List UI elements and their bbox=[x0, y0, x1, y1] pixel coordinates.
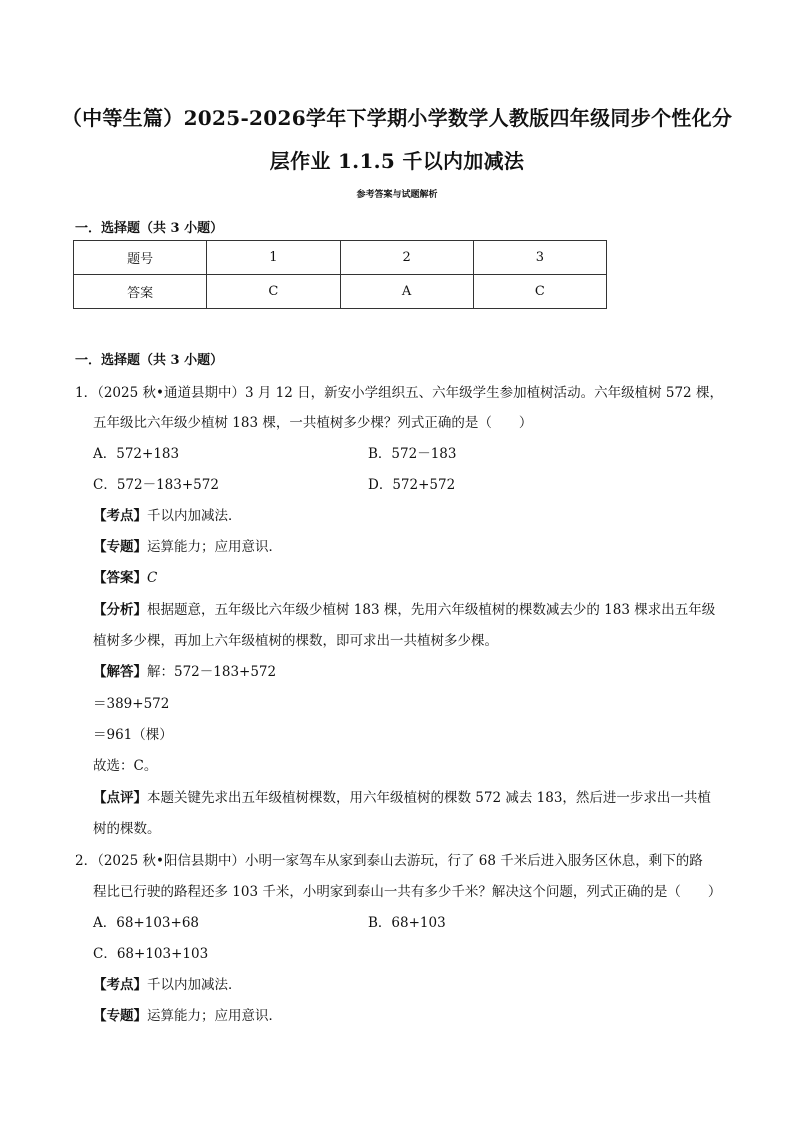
q2-stem-line-2: 程比已行驶的路程还多 103 千米，小明家到泰山一共有多少千米？解决这个问题，列式正确的是（ ） bbox=[93, 884, 722, 900]
document-subtitle: 参考答案与试题解析 bbox=[356, 190, 438, 200]
q1-step-2: ＝961（棵） bbox=[93, 727, 173, 743]
answer-table bbox=[73, 240, 607, 309]
zhuanti-text: 运算能力；应用意识． bbox=[147, 539, 282, 555]
question-number-2: 2 bbox=[340, 241, 473, 275]
answer-3: C bbox=[473, 275, 606, 309]
q2-zhuanti bbox=[93, 1004, 282, 1024]
fenxi-tag: 【分析】 bbox=[93, 602, 147, 618]
q2-kaodian bbox=[93, 973, 242, 993]
q1-fenxi-line-1 bbox=[93, 598, 715, 618]
q1-dianping-line-1 bbox=[93, 786, 711, 806]
q1-option-c: C．572－183+572 bbox=[93, 477, 219, 493]
q1-option-d: D．572+572 bbox=[368, 477, 456, 493]
answer-section-heading: 一．选择题（共 3 小题） bbox=[75, 221, 224, 236]
q1-dianping-line-2: 树的棵数。 bbox=[93, 821, 161, 837]
document-title-line-1: （中等生篇）2025-2026学年下学期小学数学人教版四年级同步个性化分 bbox=[61, 106, 733, 130]
answer-2: A bbox=[340, 275, 473, 309]
question-number-3: 3 bbox=[473, 241, 606, 275]
q1-option-a: A．572+183 bbox=[93, 446, 180, 462]
q1-jieda bbox=[93, 660, 276, 680]
kaodian-tag: 【考点】 bbox=[93, 508, 147, 524]
q1-guxuan: 故选：C。 bbox=[93, 758, 158, 774]
zhuanti-text: 运算能力；应用意识． bbox=[147, 1008, 282, 1024]
detail-section-heading: 一．选择题（共 3 小题） bbox=[75, 353, 224, 368]
q1-zhuanti bbox=[93, 535, 282, 555]
question-number-1: 1 bbox=[207, 241, 340, 275]
q1-stem-line-1: 1．（2025 秋•通道县期中）3 月 12 日，新安小学组织五、六年级学生参加植树活动。六年级植树 572 棵， bbox=[75, 385, 723, 401]
zhuanti-tag: 【专题】 bbox=[93, 539, 147, 555]
q2-option-a: A．68+103+68 bbox=[93, 915, 199, 931]
answer-1: C bbox=[207, 275, 340, 309]
jieda-tag: 【解答】 bbox=[93, 664, 147, 680]
dianping-tag: 【点评】 bbox=[93, 790, 147, 806]
fenxi-text: 根据题意，五年级比六年级少植树 183 棵，先用六年级植树的棵数减去少的 183 棵求出五年级 bbox=[147, 602, 716, 618]
q1-option-b: B．572－183 bbox=[368, 446, 457, 462]
q1-daan bbox=[93, 566, 157, 586]
q2-option-c: C．68+103+103 bbox=[93, 946, 209, 962]
dianping-text: 本题关键先求出五年级植树棵数，用六年级植树的棵数 572 减去 183，然后进一步求出一共植 bbox=[147, 790, 711, 806]
kaodian-tag: 【考点】 bbox=[93, 977, 147, 993]
q1-stem-line-2: 五年级比六年级少植树 183 棵，一共植树多少棵？列式正确的是（ ） bbox=[93, 415, 533, 431]
q2-option-b: B．68+103 bbox=[368, 915, 446, 931]
jieda-text: 解：572－183+572 bbox=[147, 664, 277, 680]
daan-text: C bbox=[147, 570, 158, 586]
zhuanti-tag: 【专题】 bbox=[93, 1008, 147, 1024]
kaodian-text: 千以内加减法． bbox=[147, 508, 242, 524]
document-title-line-2: 层作业 1.1.5 千以内加减法 bbox=[269, 149, 525, 173]
daan-tag: 【答案】 bbox=[93, 570, 147, 586]
row-label-answer: 答案 bbox=[74, 275, 207, 309]
table-row bbox=[74, 275, 607, 309]
row-label-number: 题号 bbox=[74, 241, 207, 275]
table-row bbox=[74, 241, 607, 275]
kaodian-text: 千以内加减法． bbox=[147, 977, 242, 993]
q1-step-1: ＝389+572 bbox=[93, 696, 170, 712]
q1-kaodian bbox=[93, 504, 242, 524]
q2-stem-line-1: 2．（2025 秋•阳信县期中）小明一家驾车从家到泰山去游玩，行了 68 千米后进入服务区休息，剩下的路 bbox=[75, 853, 703, 869]
q1-fenxi-line-2: 植树多少棵，再加上六年级植树的棵数，即可求出一共植树多少棵。 bbox=[93, 633, 498, 649]
